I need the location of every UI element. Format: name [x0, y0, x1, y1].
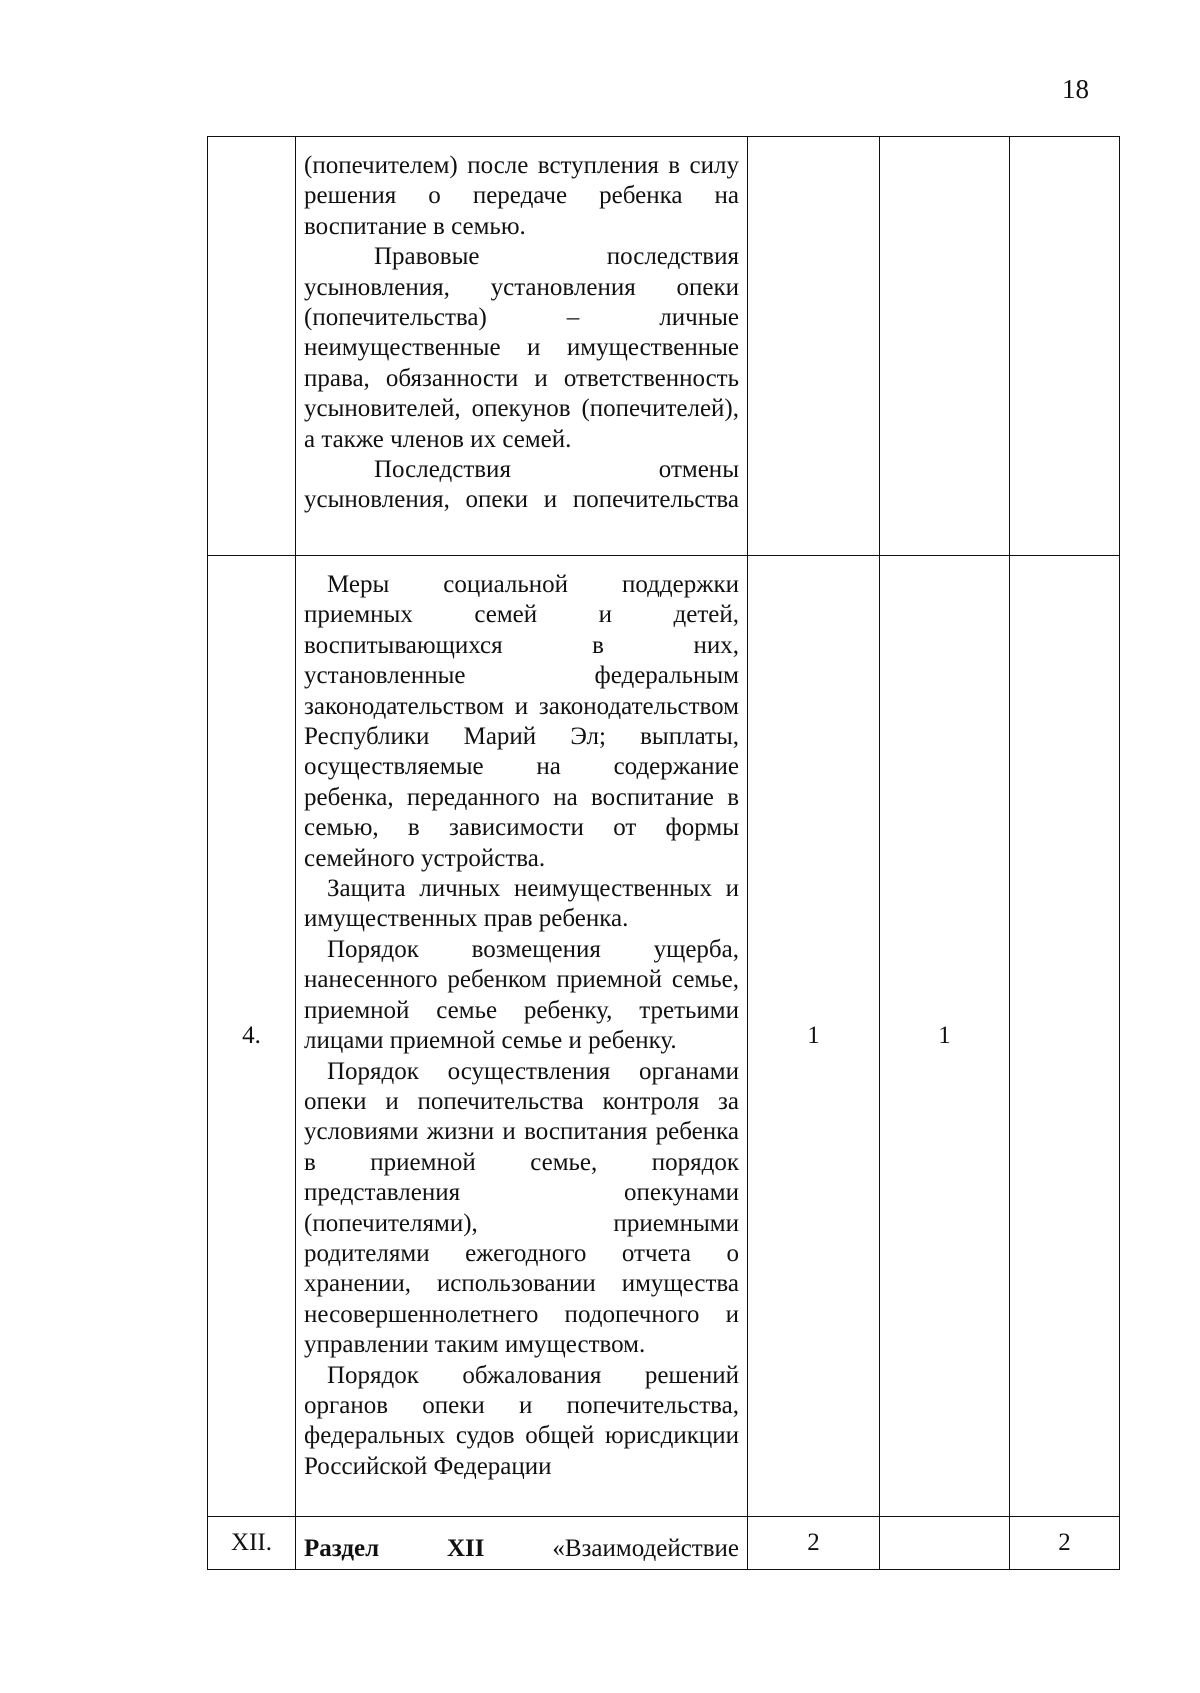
topic-paragraph: Порядок осуществления органами опеки и попечительства контроля за условиями жизни и воспитания ребенка в приемной семье, порядок представления опекунами (попечителями), приемными родителями ежегодного отчета о хранении, использовании имущества несовершеннолетнего подопечного и управлении таким имуществом. [304, 1057, 739, 1359]
row-number-cell: XII. [208, 1517, 296, 1570]
topic-cell [296, 137, 748, 556]
topic-paragraph: Последствия отмены усыновления, опеки и попечительства [304, 456, 739, 514]
table-row-4 [208, 556, 1120, 1517]
curriculum-table [207, 136, 1120, 1570]
table-row-continued [208, 137, 1120, 556]
hours-cell-c [1010, 556, 1120, 1517]
hours-cell-b: 1 [880, 556, 1010, 1517]
section-title [296, 1522, 747, 1564]
topic-paragraph: Порядок возмещения ущерба, нанесенного ребенком приемной семье, приемной семье ребенку, третьими лицами приемной семье и ребенку. [304, 935, 739, 1055]
hours-cell-c [1010, 137, 1120, 556]
topic-paragraph: (попечителем) после вступления в силу решения о передаче ребенка на воспитание в семью. [304, 152, 739, 240]
topic-paragraph: Защита личных неимущественных и имущественных прав ребенка. [304, 875, 739, 933]
row-number-cell: 4. [208, 556, 296, 1517]
topic-cell [296, 556, 748, 1517]
row-number-cell [208, 137, 296, 556]
hours-cell-b [880, 137, 1010, 556]
topic-paragraph: Правовые последствия усыновления, установления опеки (попечительства) – личные неимущественные и имущественные права, обязанности и ответственность усыновителей, опекунов (попечителей), а также членов их семей. [304, 243, 739, 453]
page-number: 18 [1062, 74, 1089, 104]
topic-paragraph: Порядок обжалования решений органов опеки и попечительства, федеральных судов общей юрисдикции Российской Федерации [304, 1361, 739, 1480]
hours-cell-a: 2 [748, 1517, 880, 1570]
section-label: Раздел XII [304, 1535, 485, 1562]
table-row-xii [208, 1517, 1120, 1570]
hours-cell-b [880, 1517, 1010, 1570]
hours-cell-c: 2 [1010, 1517, 1120, 1570]
section-name: «Взаимодействие [552, 1535, 739, 1562]
hours-cell-a [748, 137, 880, 556]
section-title-cell [296, 1517, 748, 1570]
hours-cell-a: 1 [748, 556, 880, 1517]
topic-paragraph: Меры социальной поддержки приемных семей и детей, воспитывающихся в них, установленные федеральным законодательством и законодательством Республики Марий Эл; выплаты, осуществляемые на содержание ребенка, переданного на воспитание в семью, в зависимости от формы семейного устройства. [304, 571, 739, 872]
